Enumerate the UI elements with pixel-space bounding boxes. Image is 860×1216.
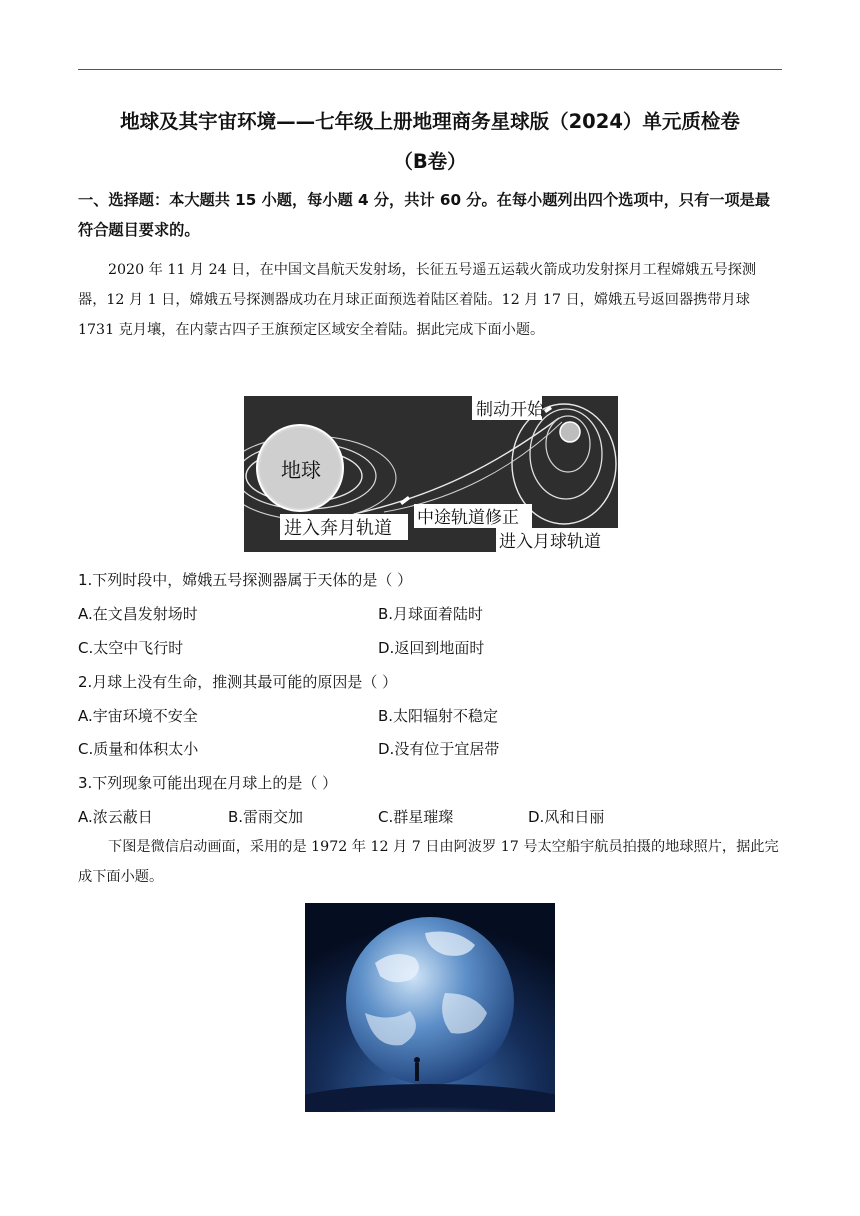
passage-2-text: 下图是微信启动画面，采用的是 1972 年 12 月 7 日由阿波罗 17 号太空船宇航员拍摄的地球照片，据此完成下面小题。 [78,839,779,885]
question-2-stem: 2.月球上没有生命，推测其最可能的原因是（ ） [78,673,398,691]
enter-lunar-orbit-label: 进入月球轨道 [499,532,601,552]
header-rule [78,69,782,70]
question-2-option-c[interactable]: C.质量和体积太小 [78,740,199,758]
question-3-option-c[interactable]: C.群星璀璨 [378,808,454,826]
question-1-option-b[interactable]: B.月球面着陆时 [378,605,484,623]
question-1-option-d[interactable]: D.返回到地面时 [378,639,485,657]
enter-transfer-orbit-label: 进入奔月轨道 [284,518,392,539]
earth-label: 地球 [281,458,321,482]
passage-1 [78,255,784,345]
exam-title: 地球及其宇宙环境——七年级上册地理商务星球版（2024）单元质检卷 [120,110,740,133]
question-2-option-b[interactable]: B.太阳辐射不稳定 [378,707,499,725]
trajectory-diagram [244,396,618,552]
question-2-option-d[interactable]: D.没有位于宜居带 [378,740,500,758]
question-1-option-c[interactable]: C.太空中飞行时 [78,639,184,657]
midcourse-correction-label: 中途轨道修正 [417,508,519,528]
braking-label: 制动开始 [476,400,544,420]
question-3-option-d[interactable]: D.风和日丽 [528,808,605,826]
moon-icon [560,422,580,442]
question-1-option-a[interactable]: A.在文昌发射场时 [78,605,198,623]
question-1-stem: 1.下列时段中，嫦娥五号探测器属于天体的是（ ） [78,571,413,589]
exam-subtitle: （B卷） [393,150,467,173]
question-3-stem: 3.下列现象可能出现在月球上的是（ ） [78,774,338,792]
person-silhouette [415,1063,419,1081]
section-heading: 一、选择题：本大题共 15 小题，每小题 4 分，共计 60 分。在每小题列出四个选项中，只有一项是最符合题目要求的。 [78,191,771,239]
passage-2 [78,832,784,892]
question-2-option-a[interactable]: A.宇宙环境不安全 [78,707,198,725]
earth-photo [305,903,555,1112]
passage-1-text: 2020 年 11 月 24 日，在中国文昌航天发射场，长征五号遥五运载火箭成功发射探月工程嫦娥五号探测器，12 月 1 日，嫦娥五号探测器成功在月球正面预选着陆区着陆。12 月 17 日，嫦娥五号返回器携带月球 1731 克月壤，在内蒙古四子王旗预定区域安全着陆。据此完成下面小题。 [78,262,757,338]
question-3-option-b[interactable]: B.雷雨交加 [228,808,304,826]
question-3-option-a[interactable]: A.浓云蔽日 [78,808,153,826]
